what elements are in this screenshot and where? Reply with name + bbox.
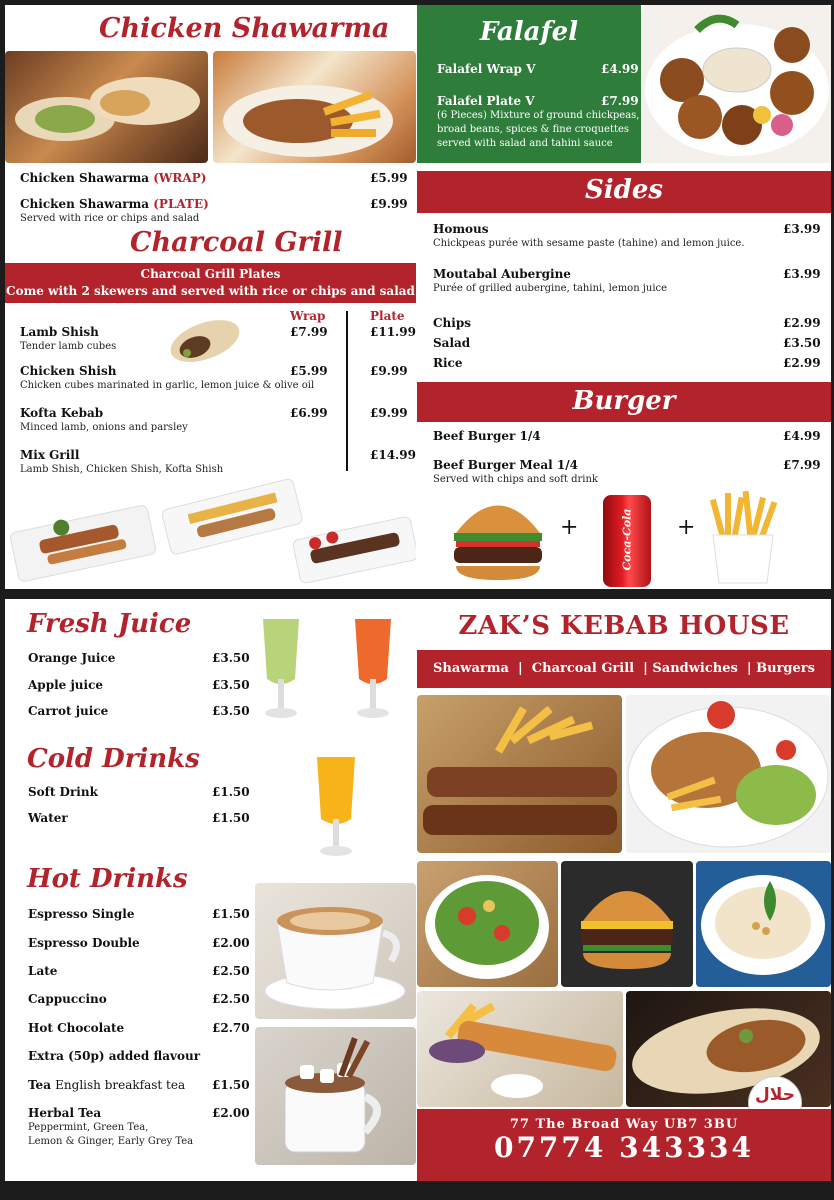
hot-title: Hot Drinks: [27, 864, 188, 894]
grill-banner-line2: Come with 2 skewers and served with rice or chips and salad: [6, 284, 415, 298]
falafel-plate-desc: (6 Pieces) Mixture of ground chickpeas,: [437, 110, 640, 121]
menu-front-page: [5, 5, 831, 589]
sides-item-price: £3.99: [783, 267, 821, 281]
sides-item-name: Rice: [433, 356, 463, 370]
hot-item-price: £2.50: [212, 964, 250, 978]
falafel-plate-desc: served with salad and tahini sauce: [437, 138, 613, 149]
grill-item-wrap-price: £6.99: [290, 406, 328, 420]
sides-item-name: Moutabal Aubergine: [433, 267, 571, 281]
burger-title: Burger: [572, 386, 676, 416]
grill-item-plate-price: £14.99: [370, 448, 416, 462]
hot-item-price: £2.00: [212, 936, 250, 950]
address: 77 The Broad Way UB7 3BU: [509, 1117, 739, 1132]
juice-item-name: Apple juice: [28, 678, 104, 692]
grill-item-wrap-price: £7.99: [290, 325, 328, 339]
grill-col-plate: Plate: [370, 309, 405, 323]
cappuccino-photo: [255, 883, 416, 1019]
grill-item-name: Lamb Shish: [20, 325, 99, 339]
grill-item-name: Kofta Kebab: [20, 406, 104, 420]
falafel-wrap-name: Falafel Wrap V: [437, 62, 536, 76]
orange-juice-glass: [311, 751, 361, 861]
burger-photo: [448, 488, 548, 588]
kebab-fries-photo: [417, 695, 622, 853]
phone-number[interactable]: 07774 343334: [493, 1131, 755, 1164]
sides-item-desc: Chickpeas purée with sesame paste (tahine) and lemon juice.: [433, 238, 745, 249]
shawarma-wrap-photo: [5, 51, 208, 163]
sides-item-price: £2.99: [783, 316, 821, 330]
hot-item-name: Hot Chocolate: [28, 1021, 125, 1035]
grill-item-desc: Chicken cubes marinated in garlic, lemon juice & olive oil: [20, 380, 315, 391]
hot-item-price: £2.70: [212, 1021, 250, 1035]
sides-title: Sides: [584, 175, 663, 205]
hot-item-name: Late: [28, 964, 58, 978]
grill-item-name: Mix Grill: [20, 448, 80, 462]
coca-cola-can-label: Coca-Cola: [620, 508, 634, 571]
hot-item-price: £1.50: [212, 1078, 250, 1092]
grill-column-divider: [346, 311, 348, 471]
sides-item-name: Homous: [433, 222, 489, 236]
halal-arabic-text: حلال: [755, 1085, 795, 1105]
juice-item-name: Carrot juice: [28, 704, 109, 718]
grill-item-plate-price: £9.99: [370, 364, 408, 378]
grill-col-wrap: Wrap: [290, 309, 326, 323]
cold-item-name: Water: [28, 811, 68, 825]
hot-item-name: Cappuccino: [28, 992, 107, 1006]
hot-item-name: Espresso Single: [28, 907, 135, 921]
sides-item-price: £3.99: [783, 222, 821, 236]
brand-name: ZAK’S KEBAB HOUSE: [458, 611, 790, 641]
grill-item-plate-price: £9.99: [370, 406, 408, 420]
falafel-plate-desc: broad beans, spices & fine croquettes: [437, 124, 630, 135]
juice-item-price: £3.50: [212, 651, 250, 665]
cold-title: Cold Drinks: [27, 744, 200, 774]
grill-item-desc: Minced lamb, onions and parsley: [20, 422, 188, 433]
fries-photo: [705, 491, 781, 585]
hot-item-name: Espresso Double: [28, 936, 140, 950]
carrot-juice-glass: [349, 613, 397, 723]
sides-item-price: £3.50: [783, 336, 821, 350]
grill-platters-photo: [5, 473, 416, 585]
shawarma-plate-name: Chicken Shawarma (PLATE): [20, 197, 209, 211]
grill-item-desc: Tender lamb cubes: [20, 341, 117, 352]
shawarma-plate-photo: [213, 51, 416, 163]
salad-photo: [417, 861, 558, 987]
cold-item-name: Soft Drink: [28, 785, 98, 799]
hot-item-name: Extra (50p) added flavour: [28, 1049, 201, 1063]
hot-item-name: Herbal Tea: [28, 1106, 102, 1120]
sides-item-name: Salad: [433, 336, 471, 350]
brand-tagline: Shawarma | Charcoal Grill | Sandwiches | Burgers: [433, 661, 815, 676]
shawarma-wrap-price: £5.99: [370, 171, 408, 185]
burger-item-name: Beef Burger 1/4: [433, 429, 541, 443]
shawarma-plate-photo: [626, 695, 831, 853]
menu-back-page: [5, 599, 831, 1181]
grill-item-desc: Lamb Shish, Chicken Shish, Kofta Shish: [20, 464, 224, 475]
falafel-plate-name: Falafel Plate V: [437, 94, 535, 108]
homous-photo: [696, 861, 831, 987]
hot-item-desc: Lemon & Ginger, Early Grey Tea: [28, 1136, 194, 1147]
burger-item-price: £7.99: [783, 458, 821, 472]
grill-banner: [5, 263, 416, 303]
burger-item-name: Beef Burger Meal 1/4: [433, 458, 578, 472]
hot-item-desc: Peppermint, Green Tea,: [28, 1122, 149, 1133]
falafel-plate-price: £7.99: [601, 94, 639, 108]
cold-item-price: £1.50: [212, 811, 250, 825]
shawarma-plate-price: £9.99: [370, 197, 408, 211]
plus-sign: +: [677, 515, 696, 540]
hot-item-price: £2.00: [212, 1106, 250, 1120]
burger-item-price: £4.99: [783, 429, 821, 443]
shawarma-wrap-name: Chicken Shawarma (WRAP): [20, 171, 207, 185]
falafel-title: Falafel: [479, 17, 579, 47]
falafel-photo: [642, 5, 831, 163]
sides-item-name: Chips: [433, 316, 471, 330]
burger-photo: [561, 861, 693, 987]
juice-title: Fresh Juice: [27, 609, 192, 639]
green-juice-glass: [257, 613, 305, 723]
hot-item-price: £1.50: [212, 907, 250, 921]
grill-title: Charcoal Grill: [130, 227, 343, 258]
juice-item-price: £3.50: [212, 678, 250, 692]
hot-chocolate-photo: [255, 1027, 416, 1165]
grill-wrap-photo: [165, 313, 245, 369]
juice-item-price: £3.50: [212, 704, 250, 718]
burger-item-desc: Served with chips and soft drink: [433, 474, 598, 485]
sides-item-price: £2.99: [783, 356, 821, 370]
grill-banner-line1: Charcoal Grill Plates: [140, 267, 281, 281]
falafel-wrap-price: £4.99: [601, 62, 639, 76]
chicken-skewer-photo: [417, 991, 623, 1107]
grill-item-wrap-price: £5.99: [290, 364, 328, 378]
hot-item-name: Tea English breakfast tea: [28, 1078, 186, 1092]
plus-sign: +: [560, 515, 579, 540]
sides-item-desc: Purée of grilled aubergine, tahini, lemon juice: [433, 283, 668, 294]
grill-item-plate-price: £11.99: [370, 325, 416, 339]
juice-item-name: Orange Juice: [28, 651, 116, 665]
hot-item-price: £2.50: [212, 992, 250, 1006]
shawarma-plate-desc: Served with rice or chips and salad: [20, 213, 200, 224]
shawarma-title: Chicken Shawarma: [99, 13, 390, 44]
coca-cola-can: [603, 495, 651, 587]
grill-item-name: Chicken Shish: [20, 364, 117, 378]
cold-item-price: £1.50: [212, 785, 250, 799]
